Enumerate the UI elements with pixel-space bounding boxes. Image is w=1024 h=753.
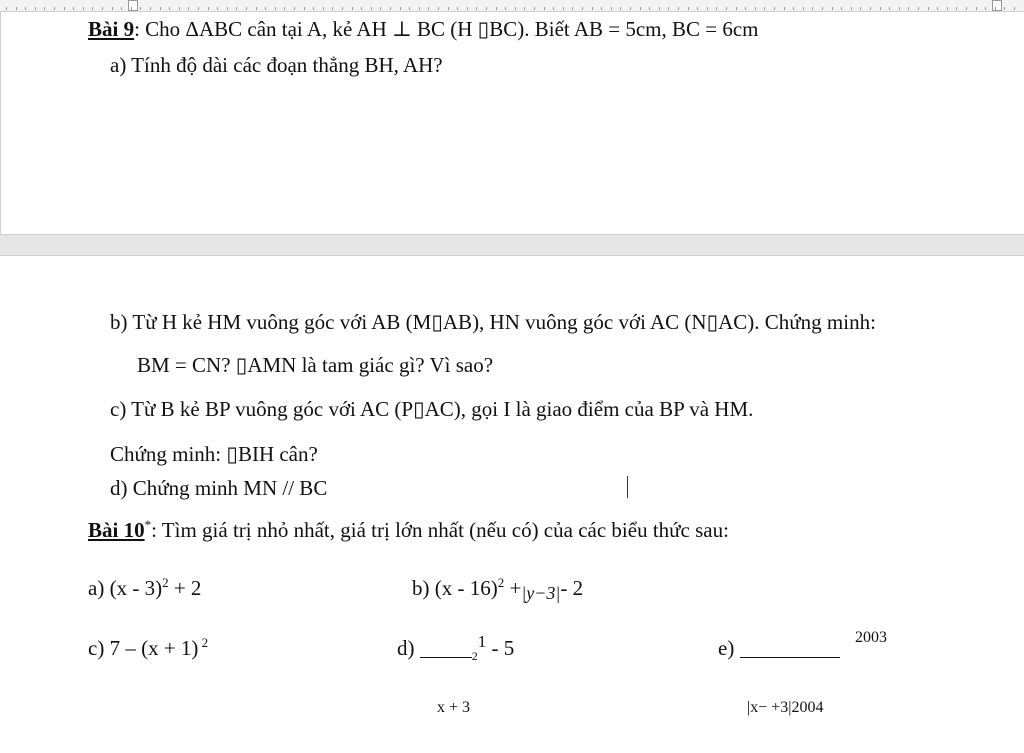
- expr-c-label: c): [88, 636, 105, 660]
- ruler-tick: [985, 7, 986, 10]
- bai10-title: Bài 10: [88, 518, 145, 542]
- ruler-tick: [582, 7, 583, 10]
- ruler-tick: [908, 7, 909, 10]
- ruler-tick: [620, 7, 621, 10]
- ruler-tick: [755, 7, 756, 10]
- ruler-tick: [822, 7, 823, 10]
- ruler-tick: [774, 7, 775, 10]
- bai9-part-c-line2: Chứng minh: ▯BIH cân?: [110, 442, 318, 466]
- expr-d-numerator: 1: [477, 632, 487, 651]
- ruler-tick: [668, 7, 669, 10]
- ruler-tick: [131, 7, 132, 10]
- ruler-tick: [409, 7, 410, 10]
- ruler-tick: [966, 7, 967, 10]
- ruler-tick: [764, 7, 765, 10]
- ruler-tick: [400, 7, 401, 10]
- bai10-heading: [88, 517, 729, 542]
- bai10-expr-b: [412, 575, 584, 603]
- ruler-tick: [736, 7, 737, 10]
- ruler-tick: [630, 7, 631, 10]
- ruler-tick: [697, 7, 698, 10]
- expr-b-exponent: 2: [497, 575, 505, 590]
- ruler-tick: [726, 7, 727, 10]
- ruler-tick: [198, 7, 199, 10]
- ruler-tick: [745, 7, 746, 10]
- expr-b-base: (x - 16): [434, 576, 498, 600]
- ruler-tick: [592, 7, 593, 10]
- ruler-tick: [860, 7, 861, 10]
- ruler-tick: [121, 7, 122, 10]
- ruler-tick: [918, 7, 919, 10]
- ruler-tick: [284, 7, 285, 10]
- ruler-tick: [707, 7, 708, 10]
- ruler-tick: [332, 7, 333, 10]
- ruler-tick: [467, 7, 468, 10]
- ruler-tick: [803, 7, 804, 10]
- expr-b-abs: |y−3|: [521, 583, 561, 603]
- ruler-tick: [294, 7, 295, 10]
- expr-b-tail: - 2: [560, 576, 584, 600]
- ruler-tick: [659, 7, 660, 10]
- page-break-gap: [0, 234, 1024, 256]
- ruler-tick: [208, 7, 209, 10]
- ruler-tick: [486, 7, 487, 10]
- first-line-indent-marker[interactable]: [128, 0, 138, 11]
- ruler-tick: [313, 7, 314, 10]
- ruler-tick: [246, 7, 247, 10]
- ruler-tick: [784, 7, 785, 10]
- bai9-part-c-line1: c) Từ B kẻ BP vuông góc với AC (P▯AC), gọi I là giao điểm của BP và HM.: [110, 397, 754, 421]
- bai10-expr-e: [718, 638, 840, 659]
- ruler-tick: [6, 7, 7, 10]
- expr-c-exponent: 2: [198, 635, 209, 650]
- ruler-tick: [160, 7, 161, 10]
- ruler-tick: [419, 7, 420, 10]
- ruler-tick: [16, 7, 17, 10]
- expr-e-label: e): [718, 636, 735, 660]
- ruler-tick: [716, 7, 717, 10]
- ruler-tick: [92, 7, 93, 10]
- expr-e-numerator: 2003: [855, 629, 887, 646]
- ruler-tick: [64, 7, 65, 10]
- ruler-tick: [553, 7, 554, 10]
- expr-c-base: 7 – (x + 1): [109, 636, 199, 660]
- bai9-title: Bài 9: [88, 17, 135, 41]
- ruler-tick: [649, 7, 650, 10]
- ruler-tick: [995, 7, 996, 10]
- right-indent-marker[interactable]: [992, 0, 1002, 11]
- ruler-tick: [793, 7, 794, 10]
- ruler-tick: [25, 7, 26, 10]
- ruler-tick: [899, 7, 900, 10]
- ruler-tick: [841, 7, 842, 10]
- expr-b-label: b): [412, 576, 430, 600]
- expr-d-label: d): [397, 636, 415, 660]
- text-cursor: [627, 476, 628, 498]
- ruler-tick: [678, 7, 679, 10]
- ruler-tick: [275, 7, 276, 10]
- ruler-tick: [851, 7, 852, 10]
- ruler-tick: [112, 7, 113, 10]
- ruler-tick: [265, 7, 266, 10]
- ruler-tick: [361, 7, 362, 10]
- ruler-tick: [870, 7, 871, 10]
- expr-d-tail: - 5: [486, 636, 515, 660]
- ruler-tick: [448, 7, 449, 10]
- ruler-tick: [169, 7, 170, 10]
- expr-a-label: a): [88, 576, 105, 600]
- expr-e-fraction-line: [740, 643, 840, 658]
- ruler-tick: [44, 7, 45, 10]
- ruler-tick: [496, 7, 497, 10]
- ruler-tick: [956, 7, 957, 10]
- ruler-tick: [256, 7, 257, 10]
- ruler-tick: [534, 7, 535, 10]
- ruler-tick: [73, 7, 74, 10]
- bai10-expr-c: [88, 635, 209, 660]
- ruler-tick: [438, 7, 439, 10]
- ruler-tick: [880, 7, 881, 10]
- ruler-tick: [342, 7, 343, 10]
- bai9-part-b-line2: BM = CN? ▯AMN là tam giác gì? Vì sao?: [137, 353, 494, 377]
- expr-d-subscript: 2: [471, 649, 478, 664]
- ruler-baseline: [0, 11, 1024, 12]
- ruler-tick: [812, 7, 813, 10]
- ruler-tick: [35, 7, 36, 10]
- ruler-tick: [937, 7, 938, 10]
- ruler-tick: [323, 7, 324, 10]
- ruler-tick: [390, 7, 391, 10]
- expr-a-base: (x - 3): [109, 576, 163, 600]
- ruler-tick: [179, 7, 180, 10]
- ruler-tick: [140, 7, 141, 10]
- ruler-tick: [188, 7, 189, 10]
- expr-a-exponent: 2: [162, 575, 169, 590]
- ruler-tick: [1014, 7, 1015, 10]
- ruler-tick: [150, 7, 151, 10]
- bai10-expr-d: [397, 632, 515, 664]
- ruler-tick: [54, 7, 55, 10]
- ruler-tick: [352, 7, 353, 10]
- ruler-tick: [572, 7, 573, 10]
- ruler-tick: [236, 7, 237, 10]
- ruler-tick: [832, 7, 833, 10]
- ruler-tick: [889, 7, 890, 10]
- ruler-tick: [505, 7, 506, 10]
- ruler-tick: [428, 7, 429, 10]
- ruler-tick: [515, 7, 516, 10]
- ruler-tick: [928, 7, 929, 10]
- horizontal-ruler[interactable]: [0, 0, 1024, 12]
- ruler-tick: [83, 7, 84, 10]
- ruler-tick: [217, 7, 218, 10]
- ruler-tick: [380, 7, 381, 10]
- bai9-part-d: d) Chứng minh MN // BC: [110, 476, 328, 500]
- bai9-part-a: a) Tính độ dài các đoạn thẳng BH, AH?: [110, 53, 443, 77]
- ruler-tick: [476, 7, 477, 10]
- page-left-edge: [0, 12, 1, 234]
- ruler-tick: [611, 7, 612, 10]
- ruler-tick: [227, 7, 228, 10]
- bai10-star: *: [144, 517, 152, 532]
- expr-d-denominator: x + 3: [437, 699, 471, 716]
- bai9-part-b-line1: b) Từ H kẻ HM vuông góc với AB (M▯AB), HN vuông góc với AC (N▯AC). Chứng minh:: [110, 310, 876, 334]
- bai9-statement: : Cho ΔABC cân tại A, kẻ AH ⊥ BC (H ▯BC). Biết AB = 5cm, BC = 6cm: [134, 17, 759, 41]
- ruler-tick: [524, 7, 525, 10]
- ruler-tick: [457, 7, 458, 10]
- ruler-tick: [688, 7, 689, 10]
- ruler-tick: [544, 7, 545, 10]
- expr-b-plus: +: [504, 576, 522, 600]
- ruler-tick: [976, 7, 977, 10]
- bai9-heading: [88, 19, 759, 40]
- ruler-tick: [640, 7, 641, 10]
- ruler-tick: [563, 7, 564, 10]
- bai10-statement: : Tìm giá trị nhỏ nhất, giá trị lớn nhất (nếu có) của các biểu thức sau:: [151, 518, 729, 542]
- ruler-tick: [371, 7, 372, 10]
- ruler-tick: [947, 7, 948, 10]
- ruler-tick: [102, 7, 103, 10]
- expr-d-fraction-line: [420, 643, 472, 658]
- expr-e-denominator: |x− +3|2004: [747, 699, 824, 716]
- bai10-expr-a: [88, 575, 202, 600]
- expr-a-tail: + 2: [168, 576, 202, 600]
- ruler-tick: [304, 7, 305, 10]
- ruler-tick: [601, 7, 602, 10]
- ruler-tick: [1004, 7, 1005, 10]
